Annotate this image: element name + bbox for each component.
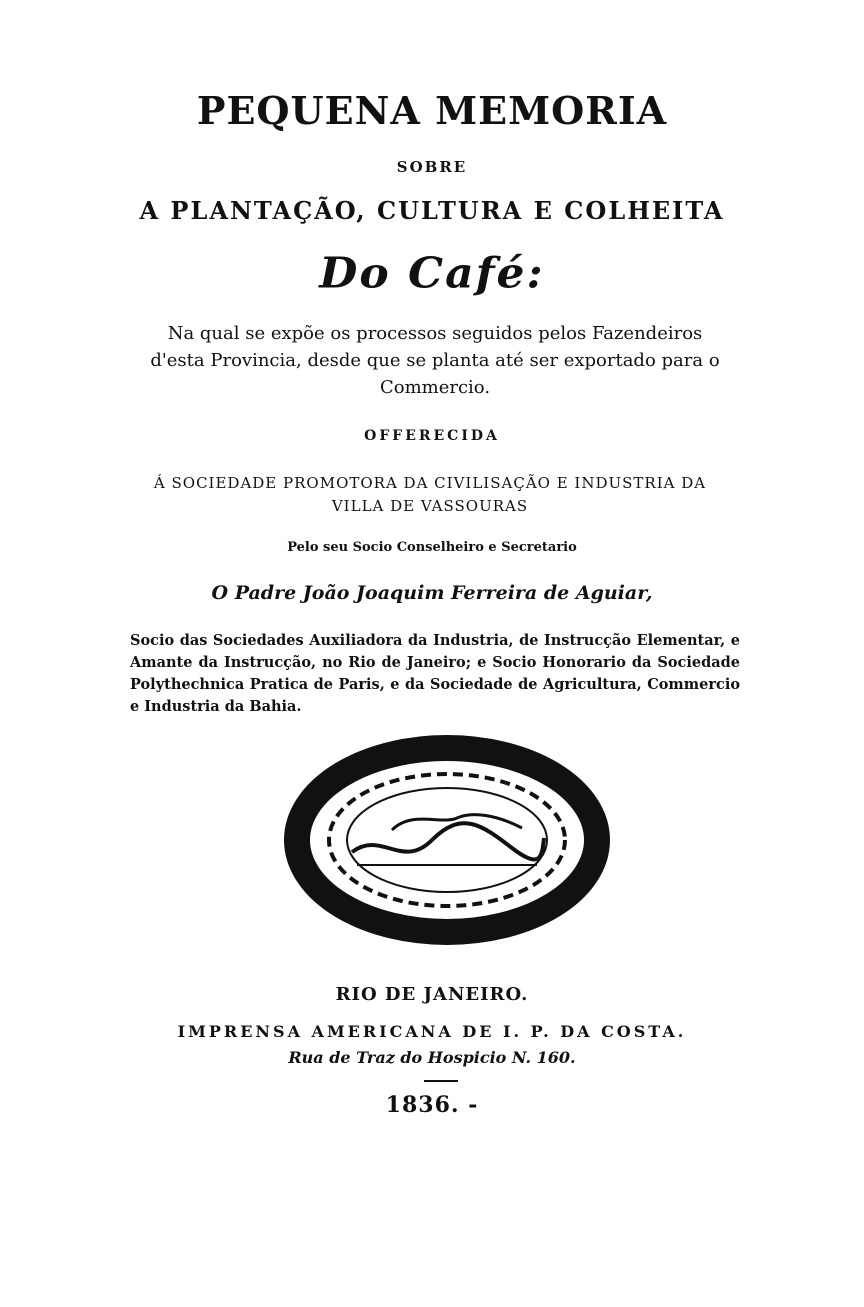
printer-name: IMPRENSA AMERICANA DE I. P. DA COSTA. [177,1022,687,1041]
author-name: O Padre João Joaquim Ferreira de Aguiar, [211,582,653,604]
short-rule [424,1080,458,1082]
publication-year: 1836. - [385,1092,479,1118]
stamp-text: itar [362,753,391,772]
offerecida-heading: OFFERECIDA [364,428,500,444]
society-dedication: Á SOCIEDADE PROMOTORA DA CIVILISAÇÃO E INDUSTRIA DA VILLA DE VASSOURAS [153,474,707,515]
pelo-line: Pelo seu Socio Conselheiro e Secretario [287,540,577,555]
printer-address: Rua de Traz do Hospicio N. 160. [288,1048,576,1067]
main-title: PEQUENA MEMORIA [196,88,668,133]
library-stamp [282,730,612,945]
blackletter-title: Do Café: [319,249,545,298]
subtitle: A PLANTAÇÃO, CULTURA E COLHEITA [139,196,725,225]
description-paragraph: Na qual se expõe os processos seguidos pelos Fazendeiros d'esta Provincia, desde que se planta até ser exportado para o Commercio. [150,323,720,398]
place-of-publication: RIO DE JANEIRO. [335,984,529,1005]
sobre-word: SOBRE [396,158,468,176]
author-affiliations: Socio das Sociedades Auxiliadora da Industria, de Instrucção Elementar, e Amante da Instrucção, no Rio de Janeiro; e Socio Honorario da Sociedade Polythechnica Pratica de Paris, e da Sociedade de Agricultura, Commercio e Industria da Bahia. [130,632,740,715]
